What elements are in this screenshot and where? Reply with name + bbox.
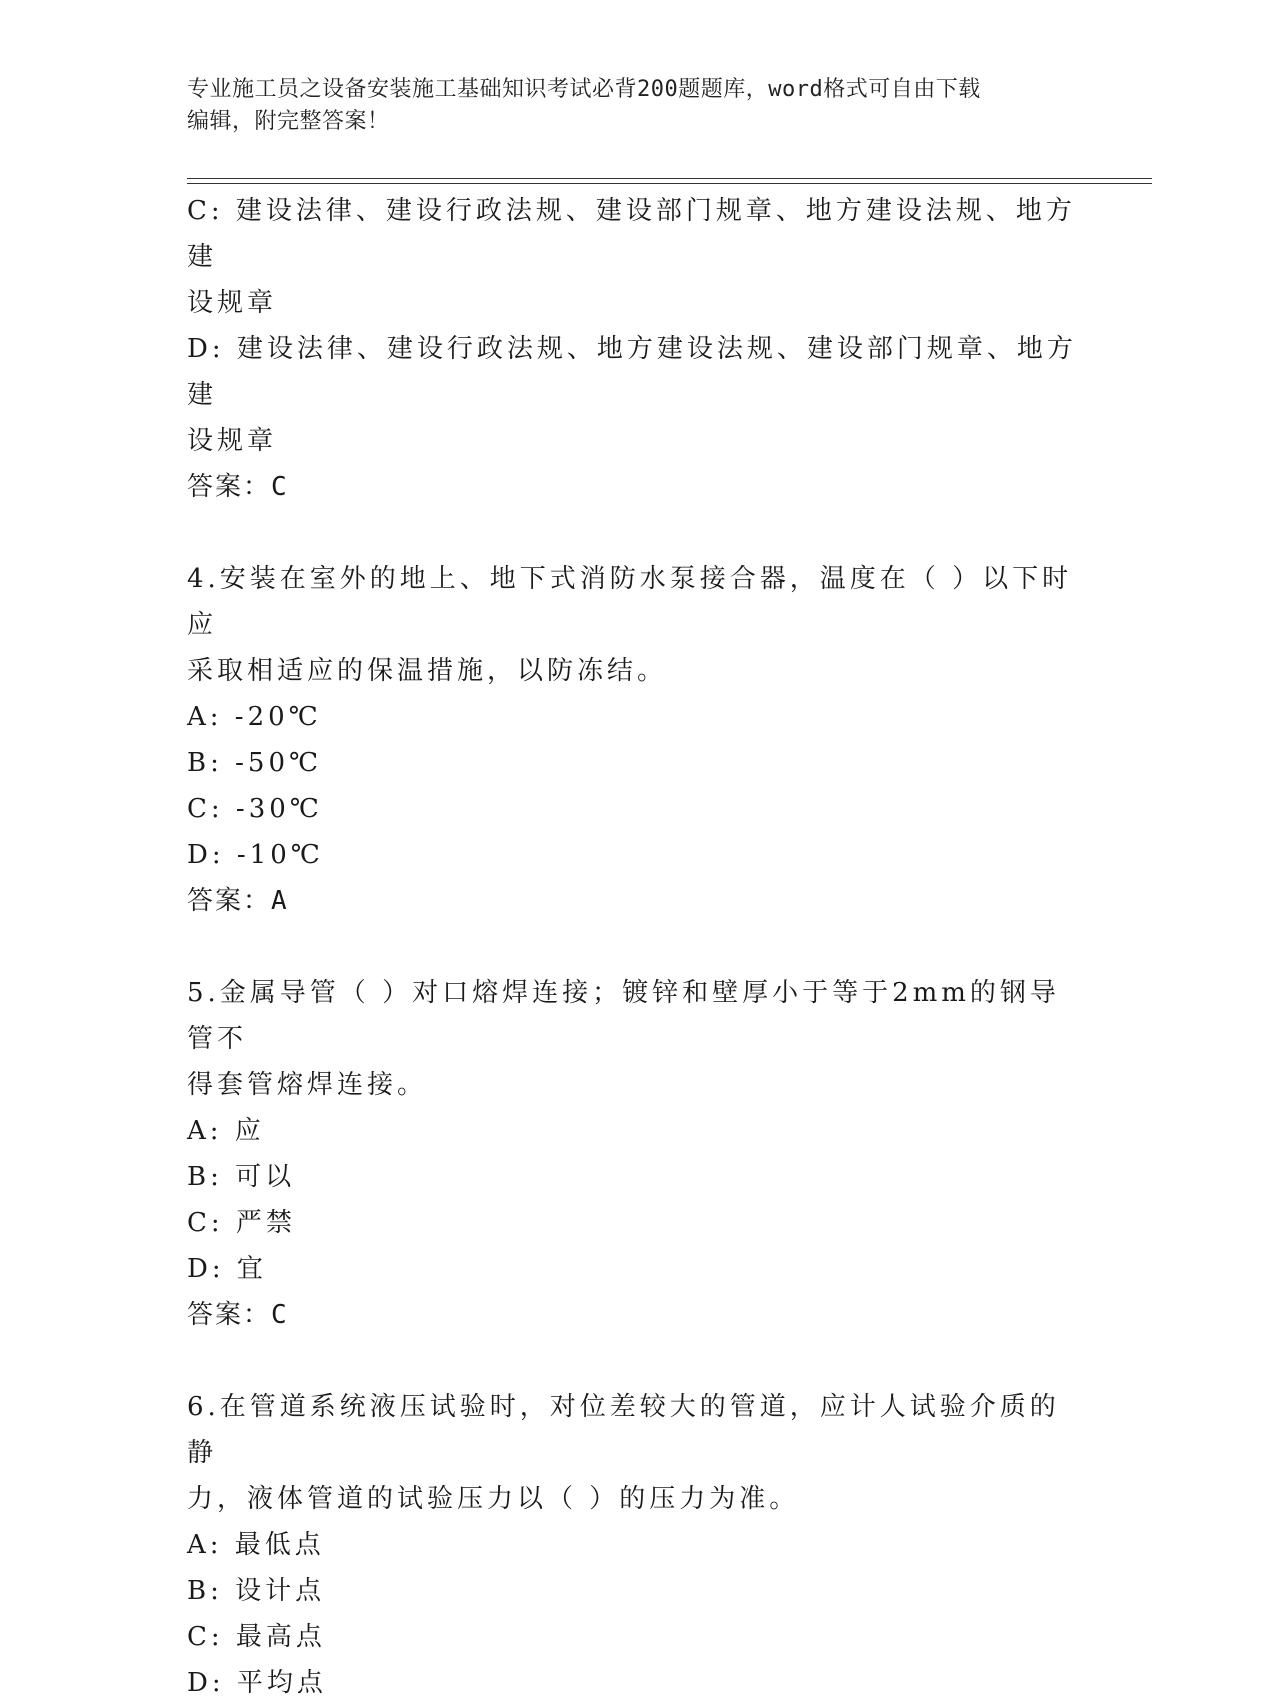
q4-stem-line-2: 采取相适应的保温措施，以防冻结。 bbox=[187, 656, 668, 686]
question-6 bbox=[187, 1384, 1087, 1706]
q6-option-a: A: 最低点 bbox=[187, 1530, 325, 1560]
spacer bbox=[187, 510, 1087, 556]
q3-option-d-line-2: 设规章 bbox=[187, 426, 278, 456]
q5-stem-line-1: 5.金属导管（ ）对口熔焊连接；镀锌和壁厚小于等于2mm的钢导管不 bbox=[187, 978, 1060, 1054]
q5-answer: 答案：C bbox=[187, 1300, 289, 1330]
q4-option-b: B: -50℃ bbox=[187, 748, 323, 778]
document-header bbox=[187, 74, 1067, 138]
header-title-line-1: 专业施工员之设备安装施工基础知识考试必背200题题库，word格式可自由下载 bbox=[187, 77, 981, 102]
q5-option-a: A: 应 bbox=[187, 1116, 265, 1146]
q5-stem-line-2: 得套管熔焊连接。 bbox=[187, 1070, 428, 1100]
question-5 bbox=[187, 970, 1087, 1338]
question-4 bbox=[187, 556, 1087, 924]
q5-option-c: C: 严禁 bbox=[187, 1208, 296, 1238]
q4-option-c: C: -30℃ bbox=[187, 794, 323, 824]
q6-option-c: C: 最高点 bbox=[187, 1622, 326, 1652]
q3-answer: 答案：C bbox=[187, 472, 289, 502]
header-title-line-2: 编辑，附完整答案！ bbox=[187, 109, 390, 134]
q4-stem-line-1: 4.安装在室外的地上、地下式消防水泵接合器，温度在（ ）以下时应 bbox=[187, 564, 1073, 640]
spacer bbox=[187, 1338, 1087, 1384]
q5-option-d: D: 宜 bbox=[187, 1254, 267, 1284]
q6-stem-line-2: 力，液体管道的试验压力以（ ）的压力为准。 bbox=[187, 1484, 800, 1514]
question-list bbox=[187, 188, 1087, 1706]
q4-option-d: D: -10℃ bbox=[187, 840, 324, 870]
q3-option-d-line-1: D: 建设法律、建设行政法规、地方建设法规、建设部门规章、地方建 bbox=[187, 334, 1077, 410]
q3-option-c-line-2: 设规章 bbox=[187, 288, 278, 318]
header-divider-bottom bbox=[187, 183, 1152, 184]
spacer bbox=[187, 924, 1087, 970]
q5-option-b: B: 可以 bbox=[187, 1162, 296, 1192]
q6-option-d: D: 平均点 bbox=[187, 1668, 327, 1698]
q6-option-b: B: 设计点 bbox=[187, 1576, 326, 1606]
q4-answer: 答案：A bbox=[187, 886, 289, 916]
header-divider-top bbox=[187, 178, 1152, 179]
q4-option-a: A: -20℃ bbox=[187, 702, 322, 732]
question-3 bbox=[187, 188, 1087, 510]
q6-stem-line-1: 6.在管道系统液压试验时，对位差较大的管道，应计人试验介质的静 bbox=[187, 1392, 1060, 1468]
q3-option-c-line-1: C: 建设法律、建设行政法规、建设部门规章、地方建设法规、地方建 bbox=[187, 196, 1076, 272]
